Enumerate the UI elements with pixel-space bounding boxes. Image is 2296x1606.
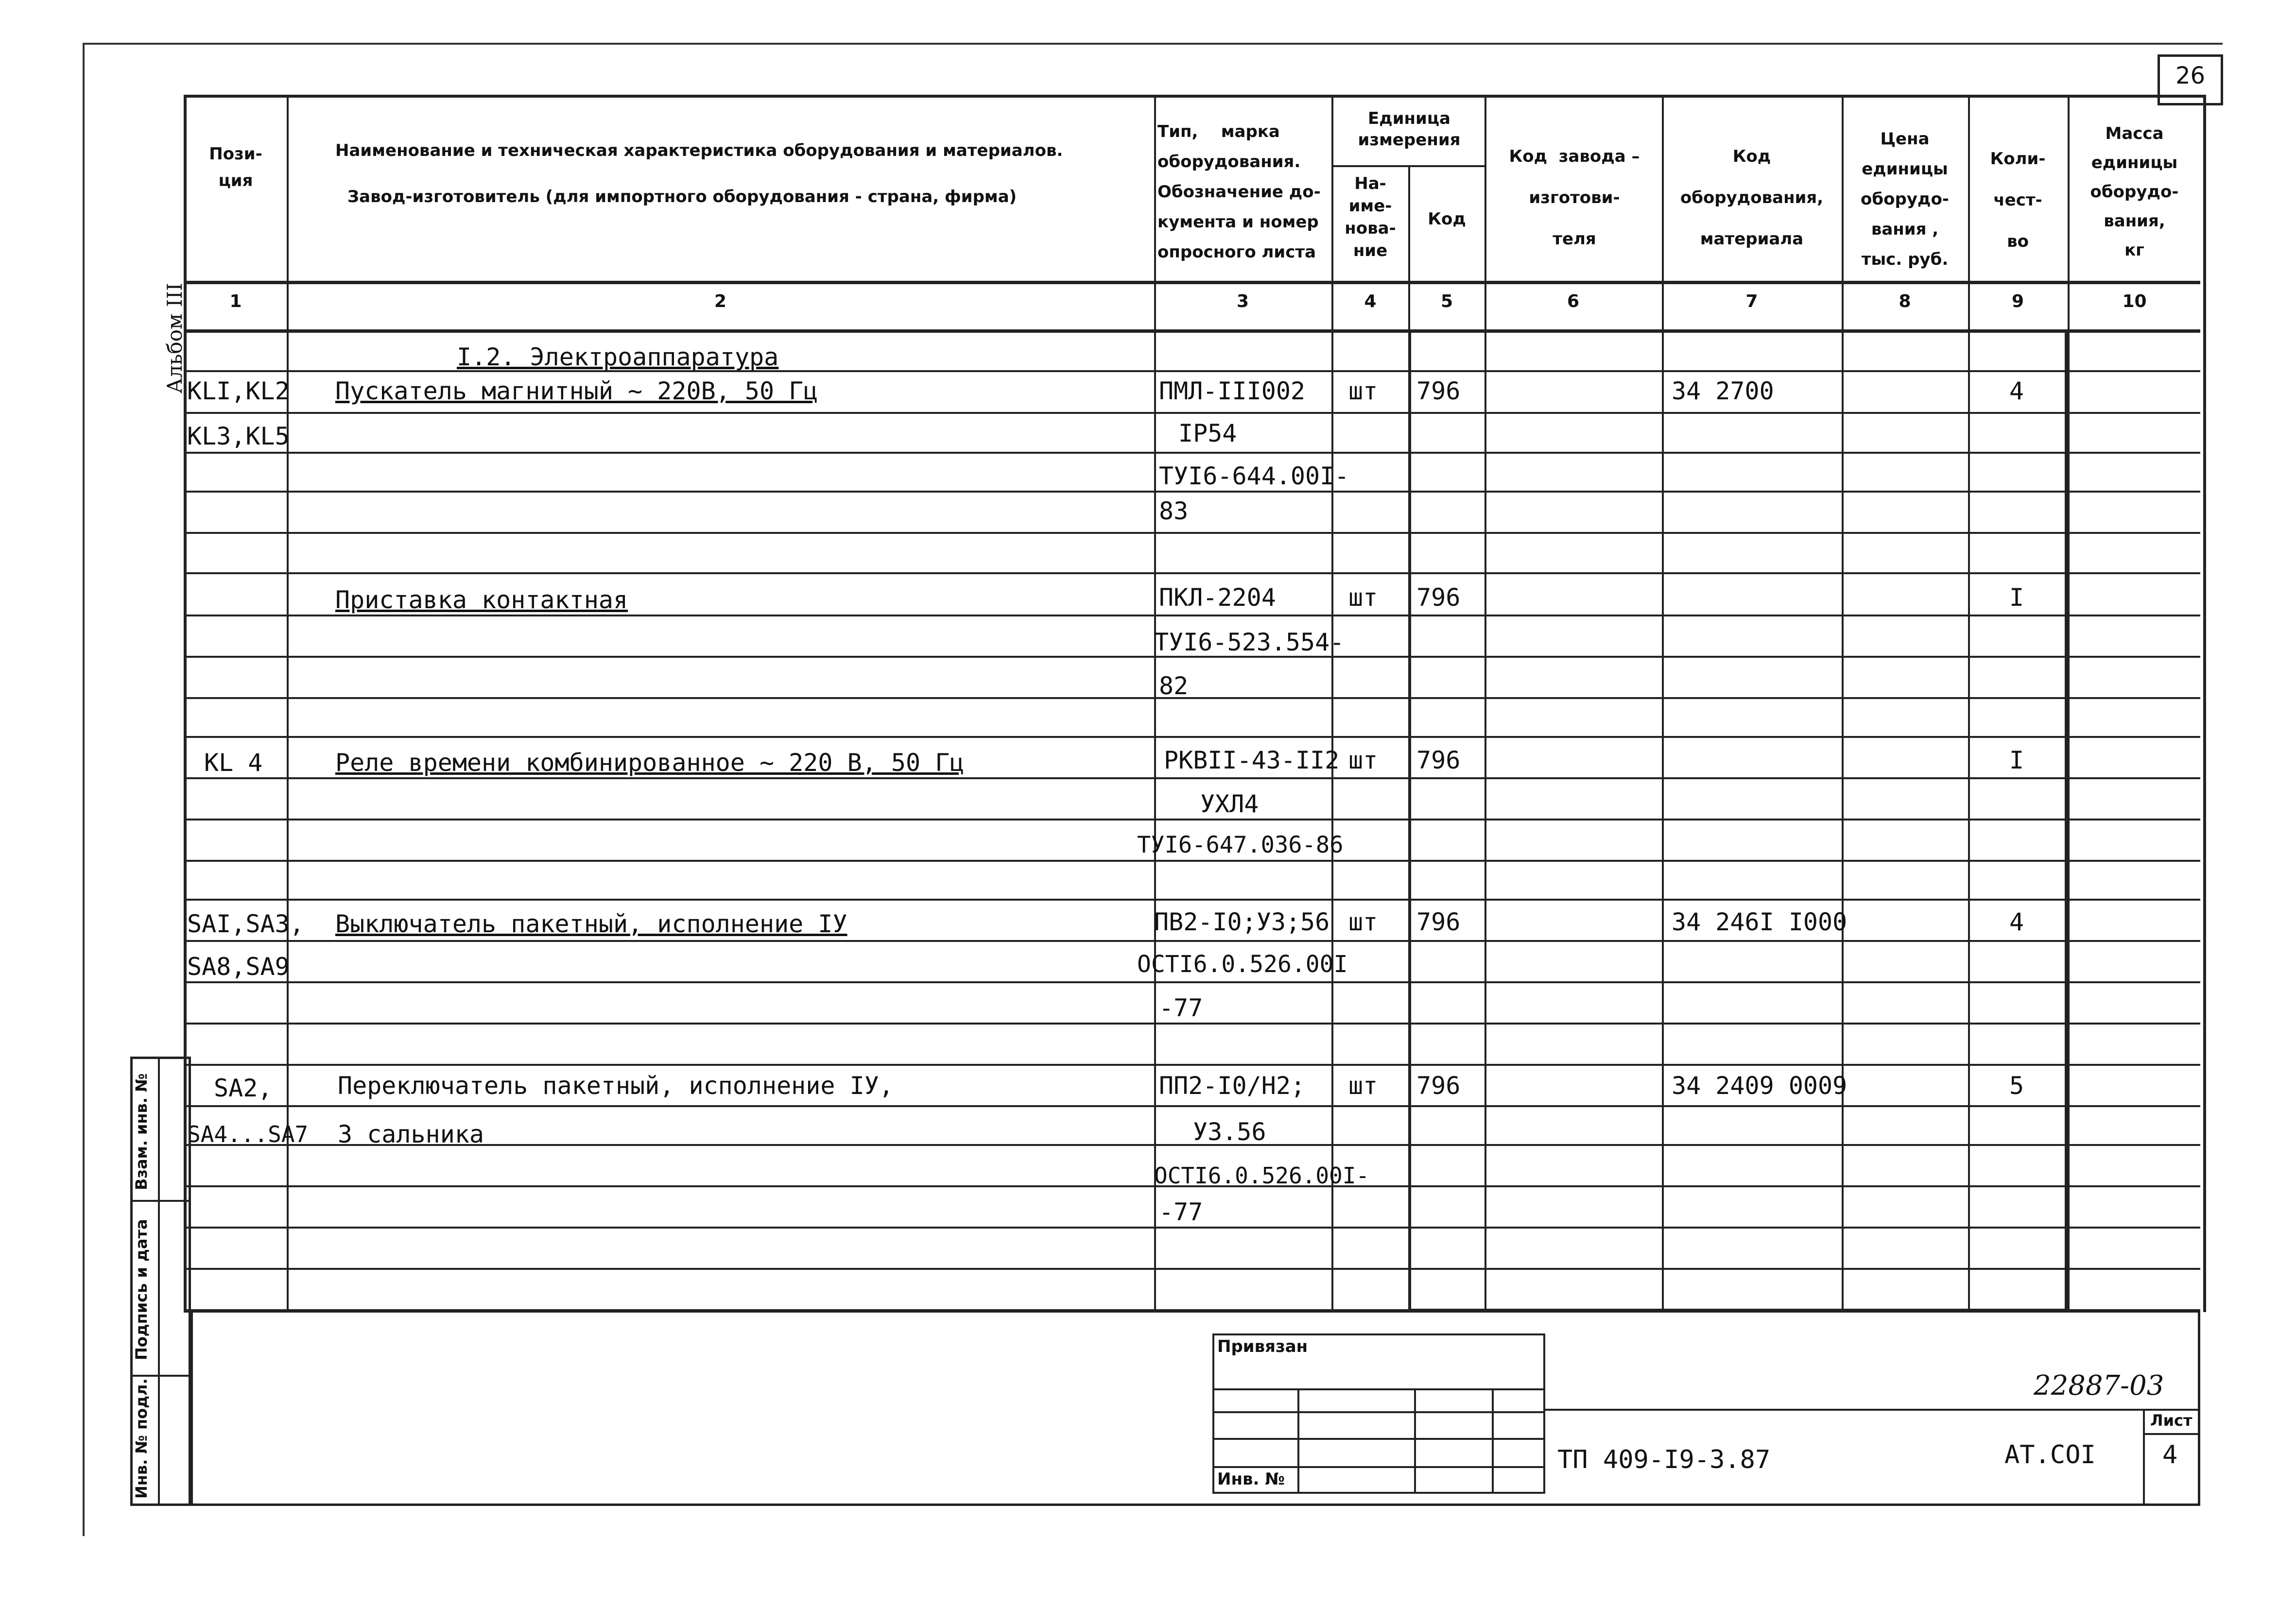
row5-name-1: Переключатель пакетный, исполнение IУ, bbox=[338, 1072, 894, 1100]
row4-qty: 4 bbox=[2009, 908, 2024, 936]
page-number: 26 bbox=[2175, 62, 2206, 89]
row1-code: 796 bbox=[1416, 377, 1461, 405]
col4-header: На- име- нова- ние bbox=[1345, 174, 1396, 260]
row4-name: Выключатель пакетный, исполнение IУ bbox=[335, 910, 847, 938]
row4-unit: шт bbox=[1348, 908, 1378, 936]
row5-type-3: ОСТI6.0.526.00I- bbox=[1154, 1162, 1370, 1189]
side-stamp-signature: Подпись и дата bbox=[132, 1219, 151, 1360]
row4-type-3: -77 bbox=[1159, 994, 1203, 1022]
row1-type-4: 83 bbox=[1159, 497, 1189, 525]
row3-type-2: УХЛ4 bbox=[1200, 790, 1259, 818]
row5-type-2: УЗ.56 bbox=[1193, 1118, 1266, 1146]
col-num-8: 8 bbox=[1899, 291, 1911, 311]
col-num-2: 2 bbox=[714, 291, 727, 311]
col8-header: Цена единицы оборудо- вания , тыс. руб. bbox=[1861, 129, 1949, 269]
col-num-7: 7 bbox=[1745, 291, 1758, 311]
inv-no-label: Инв. № bbox=[1217, 1469, 1285, 1489]
row1-pos-1: KLI,KL2 bbox=[187, 377, 290, 405]
row5-pos-1: SA2, bbox=[214, 1074, 273, 1102]
side-stamp-inventory: Инв. № подл. bbox=[132, 1378, 151, 1499]
col9-header: Коли- чест- во bbox=[1990, 149, 2046, 251]
row1-unit: шт bbox=[1348, 377, 1378, 405]
row2-qty: I bbox=[2009, 583, 2024, 612]
sheet-code: АТ.СОI bbox=[2004, 1440, 2096, 1469]
col1-header: Пози- ция bbox=[209, 144, 262, 190]
col7-header: Код оборудования, материала bbox=[1680, 147, 1824, 249]
album-label: Альбом III bbox=[163, 283, 187, 393]
row1-type-1: ПМЛ-III002 bbox=[1159, 377, 1306, 405]
row2-unit: шт bbox=[1348, 583, 1378, 612]
row1-name: Пускатель магнитный ~ 220В, 50 Гц bbox=[335, 377, 818, 405]
col-num-10: 10 bbox=[2122, 291, 2147, 311]
col-num-1: 1 bbox=[229, 291, 242, 311]
col-num-6: 6 bbox=[1567, 291, 1580, 311]
col2-header-title: Наименование и техническая характеристика оборудования и материалов. bbox=[335, 141, 1063, 160]
section-title: I.2. Электроаппаратура bbox=[457, 343, 779, 371]
row3-qty: I bbox=[2009, 746, 2024, 774]
row2-code: 796 bbox=[1416, 583, 1461, 612]
row4-pos-2: SA8,SA9 bbox=[187, 953, 290, 981]
row3-code: 796 bbox=[1416, 746, 1461, 774]
row3-type-3: ТУI6-647.036-86 bbox=[1137, 832, 1344, 858]
col-num-9: 9 bbox=[2011, 291, 2024, 311]
col2-header-subtitle: Завод-изготовитель (для импортного оборудования - страна, фирма) bbox=[347, 187, 1017, 206]
sheet-number: 4 bbox=[2162, 1440, 2178, 1469]
col3-header: Тип, марка оборудования. Обозначение до- кумента и номер опросного листа bbox=[1157, 122, 1321, 262]
col6-header: Код завода – изготови- теля bbox=[1509, 147, 1640, 249]
row5-code: 796 bbox=[1416, 1072, 1461, 1100]
side-stamp-replacement: Взам. инв. № bbox=[132, 1073, 151, 1190]
row3-unit: шт bbox=[1348, 746, 1378, 774]
row5-unit: шт bbox=[1348, 1072, 1378, 1100]
row5-name-2: 3 сальника bbox=[338, 1120, 484, 1148]
row3-name: Реле времени комбинированное ~ 220 В, 50 Гц bbox=[335, 749, 965, 777]
row2-type-1: ПКЛ-2204 bbox=[1159, 583, 1276, 612]
row4-type-1: ПВ2-I0;УЗ;56 bbox=[1154, 908, 1330, 936]
row4-code: 796 bbox=[1416, 908, 1461, 936]
col-num-5: 5 bbox=[1440, 291, 1453, 311]
col-num-3: 3 bbox=[1236, 291, 1249, 311]
row1-type-2: IP54 bbox=[1178, 419, 1237, 447]
row5-equip-code: 34 2409 0009 bbox=[1672, 1072, 1847, 1100]
row5-pos-2: SA4...SA7 bbox=[187, 1121, 309, 1147]
doc-code: ТП 409-I9-3.87 bbox=[1557, 1445, 1771, 1474]
title-block bbox=[191, 1309, 2200, 1506]
privyazan-label: Привязан bbox=[1217, 1337, 1308, 1356]
row5-type-4: -77 bbox=[1159, 1198, 1203, 1226]
handwritten-number: 22887-03 bbox=[2034, 1370, 2164, 1401]
row5-qty: 5 bbox=[2009, 1072, 2024, 1100]
row1-type-3: ТУI6-644.00I- bbox=[1159, 462, 1349, 490]
col10-header: Масса единицы оборудо- вания, кг bbox=[2090, 124, 2179, 260]
row3-type-1: РКВII-43-II2 bbox=[1164, 746, 1340, 774]
row1-pos-2: KL3,KL5 bbox=[187, 422, 290, 450]
row1-qty: 4 bbox=[2009, 377, 2024, 405]
col-num-4: 4 bbox=[1364, 291, 1377, 311]
row2-name: Приставка контактная bbox=[335, 586, 628, 614]
row4-type-2: ОСТI6.0.526.00I bbox=[1137, 951, 1348, 978]
row4-pos-1: SAI,SA3, bbox=[187, 910, 304, 938]
col5-header: Код bbox=[1428, 209, 1466, 229]
unit-group-header: Единица измерения bbox=[1358, 109, 1461, 150]
row2-type-2: ТУI6-523.554- bbox=[1154, 628, 1345, 656]
row3-pos: KL 4 bbox=[204, 749, 263, 777]
row5-type-1: ПП2-I0/Н2; bbox=[1159, 1072, 1306, 1100]
row2-type-3: 82 bbox=[1159, 672, 1189, 700]
sheet-label: Лист bbox=[2150, 1411, 2192, 1430]
row4-equip-code: 34 246I I000 bbox=[1672, 908, 1847, 936]
row1-equip-code: 34 2700 bbox=[1672, 377, 1774, 405]
